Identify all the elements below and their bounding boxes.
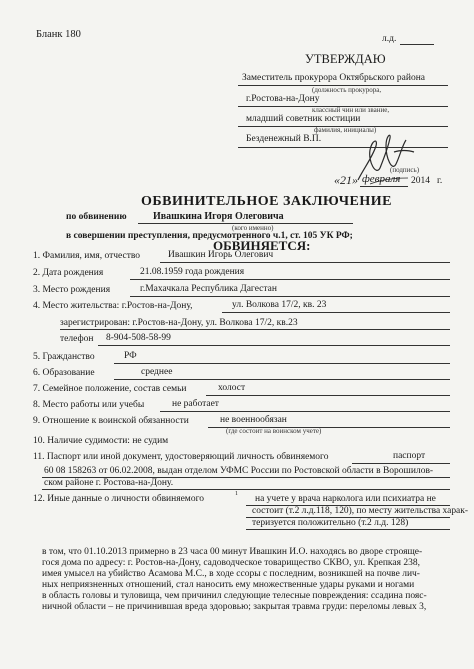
- by-charge-label: по обвинению: [66, 212, 127, 222]
- field-6-label: 6. Образование: [33, 368, 95, 378]
- field-8-line: [160, 411, 450, 412]
- field-4-value: ул. Волкова 17/2, кв. 23: [232, 300, 327, 310]
- phone-line: [98, 345, 450, 346]
- approval-month: февраля: [362, 173, 401, 185]
- field-12-line-3: теризуется положительно (т.2 л.д. 128): [252, 518, 409, 528]
- field-5-label: 5. Гражданство: [33, 352, 95, 362]
- approver-city: г.Ростова-на-Дону: [246, 94, 320, 104]
- phone-label: телефон: [60, 334, 94, 344]
- field-1-value: Ивашкин Игорь Олегович: [168, 250, 274, 260]
- field-11-underline-2: [42, 489, 450, 490]
- field-12-line-1: на учете у врача нарколога или психиатра не: [255, 494, 436, 504]
- registration-address: зарегистрирован: г.Ростов-на-Дону, ул. Волкова 17/2, кв.23: [60, 318, 298, 328]
- approver-position: Заместитель прокурора Октябрьского района: [242, 73, 426, 83]
- field-11-type: паспорт: [393, 451, 426, 461]
- field-2-line: [130, 279, 450, 280]
- approver-rank-caption: классный чин или звание,: [312, 106, 390, 114]
- field-10: 10. Наличие судимости: не судим: [33, 436, 169, 446]
- narrative-line-2: гося дома по адресу: г. Ростов-на-Дону, садоводческое товарищество СКВО, ул. Крепкая 238,: [42, 558, 420, 568]
- approver-name: Безденежный В.П.: [246, 134, 322, 144]
- registration-line: [60, 329, 450, 330]
- field-11-label: 11. Паспорт или иной документ, удостоверяющий личность обвиняемого: [33, 452, 329, 462]
- field-12-underline-3: [246, 529, 450, 530]
- approve-heading: УТВЕРЖДАЮ: [305, 52, 386, 66]
- approver-name-caption: фамилия, инициалы): [314, 126, 377, 134]
- field-3-line: [130, 296, 450, 297]
- field-12-label: 12. Иные данные о личности обвиняемого: [33, 494, 204, 504]
- narrative-line-4: ных неприязненных отношений, стал наносить ему множественные удары руками и ногами: [42, 580, 415, 590]
- field-2-value: 21.08.1959 года рождения: [140, 267, 245, 277]
- accused-caption: (кого именно): [232, 224, 274, 232]
- field-9-value: не военнообязан: [220, 415, 287, 425]
- approval-day: «21»: [334, 173, 358, 187]
- field-11-line-2: ском районе г. Ростова-на-Дону.: [44, 478, 174, 488]
- narrative-line-3: имея умысел на убийство Асамова М.С., в ходе ссоры с последним, возникшей на почве лич-: [42, 569, 420, 579]
- approver-rank: младший советник юстиции: [246, 114, 361, 124]
- narrative-line-6: ничной области – не причинившая вреда здоровью; закрытая травма груди: переломы левых 3,: [42, 602, 427, 612]
- field-1-label: 1. Фамилия, имя, отчество: [33, 251, 141, 261]
- field-3-label: 3. Место рождения: [33, 285, 111, 295]
- field-9-caption: (где состоит на воинском учете): [226, 427, 322, 435]
- field-7-line: [206, 395, 450, 396]
- narrative-line-5: в область головы и туловища, чем причинил следующие телесные повреждения: ссадина пояс-: [42, 591, 427, 601]
- sheet-line: [400, 44, 434, 45]
- field-12-line-2: состоит (т.2 л.д.118, 120), по месту жительства харак-: [252, 506, 469, 516]
- field-11-type-line: [352, 463, 450, 464]
- month-line: [360, 186, 408, 187]
- crime-article: в совершении преступления, предусмотренного ч.1, ст. 105 УК РФ;: [66, 231, 353, 241]
- field-9-label: 9. Отношение к воинской обязанности: [33, 416, 189, 426]
- field-7-label: 7. Семейное положение, состав семьи: [33, 384, 187, 394]
- field-6-value: среднее: [141, 367, 173, 377]
- phone-value: 8-904-508-58-99: [106, 333, 171, 343]
- field-6-line: [114, 379, 450, 380]
- accused-heading: ОБВИНЯЕТСЯ:: [213, 238, 311, 253]
- accused-name: Ивашкина Игоря Олеговича: [153, 211, 284, 222]
- field-12-footnote: 1: [235, 491, 238, 497]
- field-5-value: РФ: [124, 351, 137, 361]
- field-5-line: [114, 363, 450, 364]
- field-4-label: 4. Место жительства: г.Ростов-на-Дону,: [33, 301, 193, 311]
- field-8-label: 8. Место работы или учебы: [33, 400, 145, 410]
- approval-year: 2014: [411, 176, 430, 186]
- form-label: Бланк 180: [36, 29, 81, 40]
- field-3-value: г.Махачкала Республика Дагестан: [140, 284, 277, 294]
- field-2-label: 2. Дата рождения: [33, 268, 104, 278]
- field-7-value: холост: [218, 383, 246, 393]
- field-4-line: [222, 312, 450, 313]
- document-title: ОБВИНИТЕЛЬНОЕ ЗАКЛЮЧЕНИЕ: [141, 194, 392, 209]
- narrative-line-1: в том, что 01.10.2013 примерно в 23 часа 00 минут Ивашкин И.О. находясь во дворе строяще-: [42, 547, 423, 557]
- signature-caption: (подпись): [390, 166, 420, 174]
- sheet-label: л.д.: [382, 34, 397, 44]
- approver-position-caption: (должность прокурора,: [312, 86, 382, 94]
- field-1-line: [160, 262, 450, 263]
- field-11-line-1: 60 08 158263 от 06.02.2008, выдан отделом УФМС России по Ростовской области в Ворошилов-: [44, 466, 434, 476]
- field-8-value: не работает: [172, 399, 219, 409]
- approval-year-suffix: г.: [437, 176, 443, 186]
